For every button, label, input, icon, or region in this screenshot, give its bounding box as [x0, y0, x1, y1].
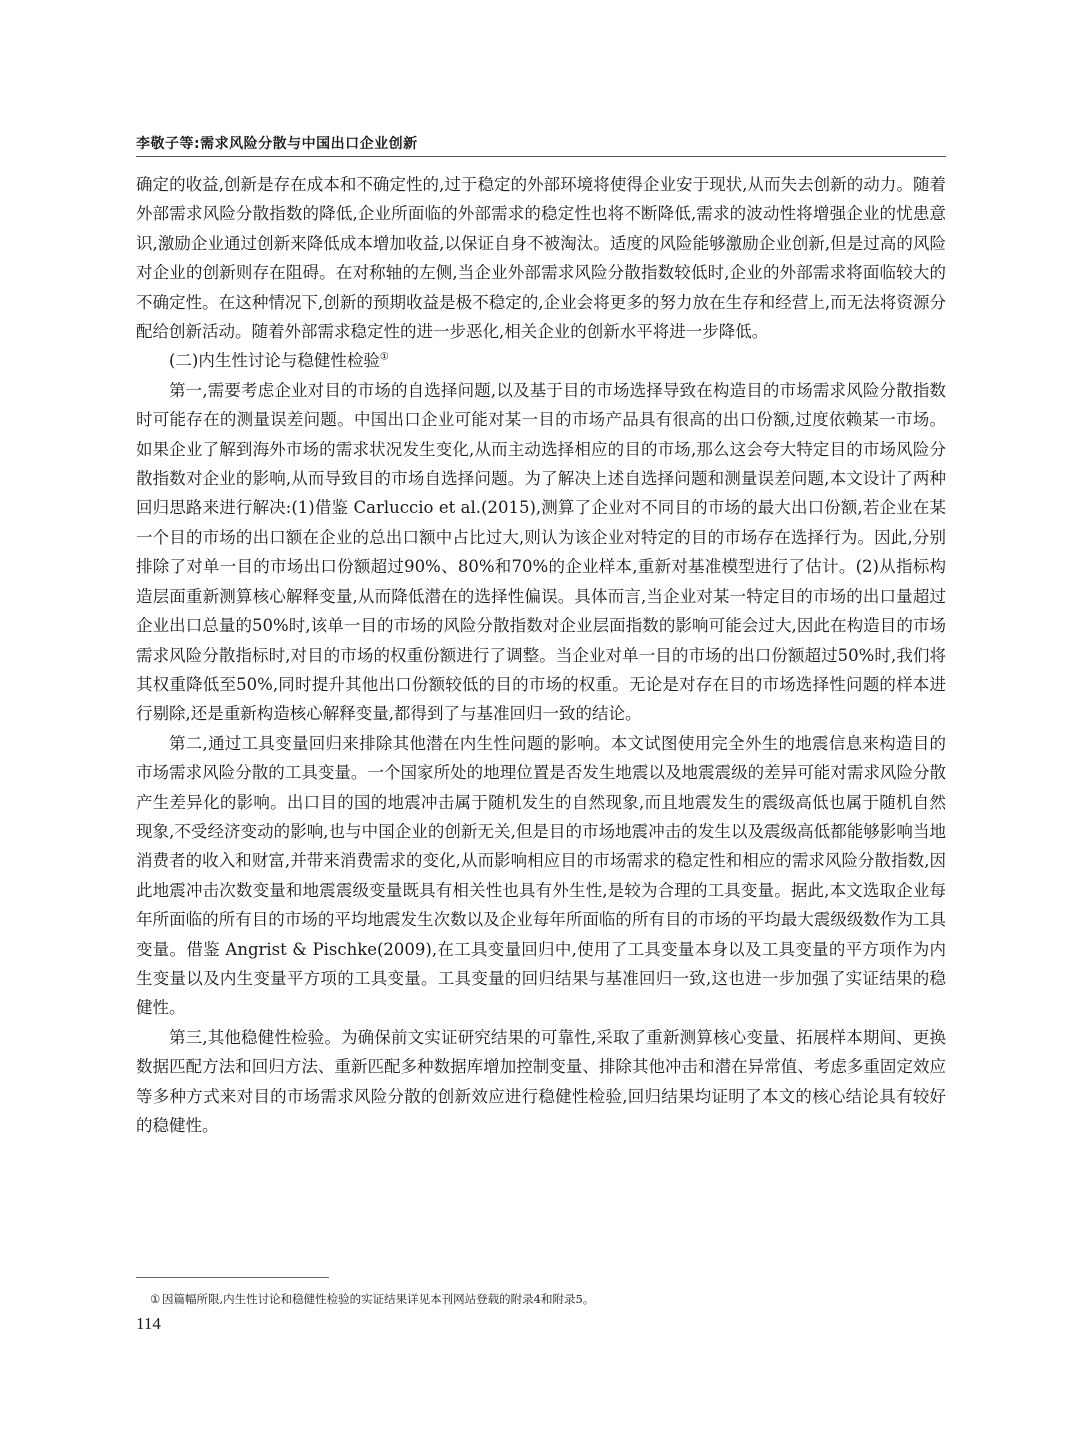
footnote-mark: ①	[150, 1292, 161, 1306]
footnote	[136, 1290, 946, 1308]
section-heading	[136, 346, 946, 375]
article-body	[136, 170, 946, 1140]
footnote-rule	[136, 1277, 329, 1278]
footnote-reference[interactable]: ①	[379, 351, 389, 363]
section-heading-text: (二)内生性讨论与稳健性检验	[169, 351, 380, 371]
paragraph-first: 第一,需要考虑企业对目的市场的自选择问题,以及基于目的市场选择导致在构造目的市场需求风险分散指数时可能存在的测量误差问题。中国出口企业可能对某一目的市场产品具有很高的出口份额,过度依赖某一市场。如果企业了解到海外市场的需求状况发生变化,从而主动选择相应的目的市场,那么这会夸大特定目的市场风险分散指数对企业的影响,从而导致目的市场自选择问题。为了解决上述自选择问题和测量误差问题,本文设计了两种回归思路来进行解决:(1)借鉴 Carluccio et al.(2015),测算了企业对不同目的市场的最大出口份额,若企业在某一个目的市场的出口额在企业的总出口额中占比过大,则认为该企业对特定的目的市场存在选择行为。因此,分别排除了对单一目的市场出口份额超过90%、80%和70%的企业样本,重新对基准模型进行了估计。(2)从指标构造层面重新测算核心解释变量,从而降低潜在的选择性偏误。具体而言,当企业对某一特定目的市场的出口量超过企业出口总量的50%时,该单一目的市场的风险分散指数对企业层面指数的影响可能会过大,因此在构造目的市场需求风险分散指标时,对目的市场的权重份额进行了调整。当企业对单一目的市场的出口份额超过50%时,我们将其权重降低至50%,同时提升其他出口份额较低的目的市场的权重。无论是对存在目的市场选择性问题的样本进行剔除,还是重新构造核心解释变量,都得到了与基准回归一致的结论。	[136, 380, 946, 724]
paragraph-second: 第二,通过工具变量回归来排除其他潜在内生性问题的影响。本文试图使用完全外生的地震信息来构造目的市场需求风险分散的工具变量。一个国家所处的地理位置是否发生地震以及地震震级的差异可能对需求风险分散产生差异化的影响。出口目的国的地震冲击属于随机发生的自然现象,而且地震发生的震级高低也属于随机自然现象,不受经济变动的影响,也与中国企业的创新无关,但是目的市场地震冲击的发生以及震级高低都能够影响当地消费者的收入和财富,并带来消费需求的变化,从而影响相应目的市场需求的稳定性和相应的需求风险分散指数,因此地震冲击次数变量和地震震级变量既具有相关性也具有外生性,是较为合理的工具变量。据此,本文选取企业每年所面临的所有目的市场的平均地震发生次数以及企业每年所面临的所有目的市场的平均最大震级级数作为工具变量。借鉴 Angrist & Pischke(2009),在工具变量回归中,使用了工具变量本身以及工具变量的平方项作为内生变量以及内生变量平方项的工具变量。工具变量的回归结果与基准回归一致,这也进一步加强了实证结果的稳健性。	[136, 733, 946, 1018]
footnote-text: 因篇幅所限,内生性讨论和稳健性检验的实证结果详见本刊网站登载的附录4和附录5。	[162, 1292, 595, 1306]
running-title: 李敬子等:需求风险分散与中国出口企业创新	[136, 136, 418, 152]
paragraph-continued: 确定的收益,创新是存在成本和不确定性的,过于稳定的外部环境将使得企业安于现状,从而失去创新的动力。随着外部需求风险分散指数的降低,企业所面临的外部需求的稳定性也将不断降低,需求的波动性将增强企业的忧患意识,激励企业通过创新来降低成本增加收益,以保证自身不被淘汰。适度的风险能够激励企业创新,但是过高的风险对企业的创新则存在阻碍。在对称轴的左侧,当企业外部需求风险分散指数较低时,企业的外部需求将面临较大的不确定性。在这种情况下,创新的预期收益是极不稳定的,企业会将更多的努力放在生存和经营上,而无法将资源分配给创新活动。随着外部需求稳定性的进一步恶化,相关企业的创新水平将进一步降低。	[136, 175, 946, 342]
paragraph-third: 第三,其他稳健性检验。为确保前文实证研究结果的可靠性,采取了重新测算核心变量、拓展样本期间、更换数据匹配方法和回归方法、重新匹配多种数据库增加控制变量、排除其他冲击和潜在异常值、考虑多重固定效应等多种方式来对目的市场需求风险分散的创新效应进行稳健性检验,回归结果均证明了本文的核心结论具有较好的稳健性。	[136, 1027, 946, 1135]
header-rule	[136, 156, 946, 157]
page-number: 114	[136, 1314, 161, 1333]
